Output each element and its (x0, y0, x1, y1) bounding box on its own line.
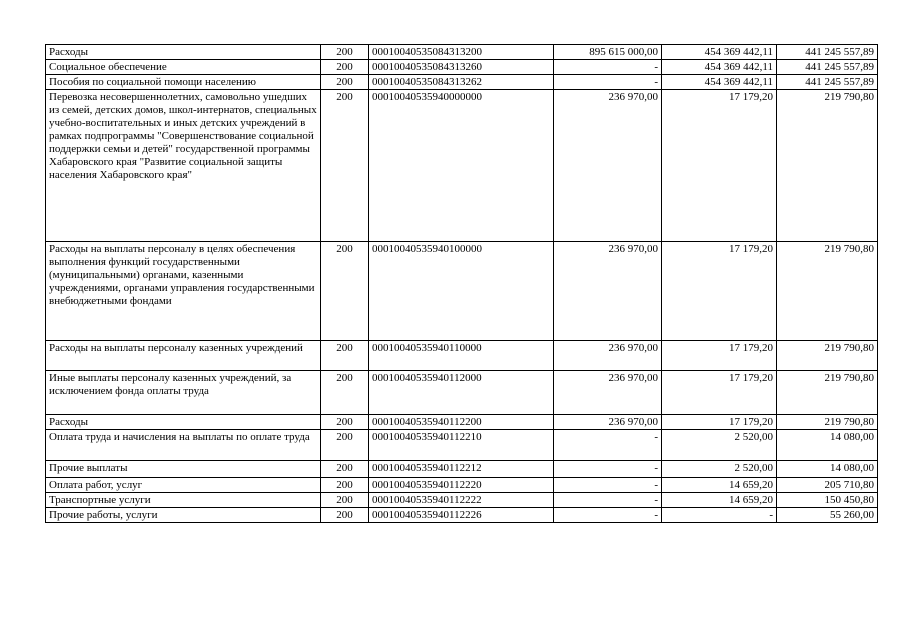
table-row (46, 242, 878, 341)
row-line-code: 200 (321, 461, 369, 478)
row-budget-code: 00010040535940100000 (369, 242, 554, 341)
row-approved: - (554, 60, 662, 75)
row-unexecuted: 150 450,80 (777, 493, 878, 508)
row-unexecuted: 441 245 557,89 (777, 45, 878, 60)
row-unexecuted: 441 245 557,89 (777, 60, 878, 75)
row-approved: - (554, 478, 662, 493)
row-line-code: 200 (321, 478, 369, 493)
row-line-code: 200 (321, 415, 369, 430)
row-approved: - (554, 508, 662, 523)
row-budget-code: 00010040535940112220 (369, 478, 554, 493)
row-name: Расходы (46, 415, 321, 430)
row-line-code: 200 (321, 371, 369, 415)
row-approved: - (554, 430, 662, 461)
row-budget-code: 00010040535940112226 (369, 508, 554, 523)
row-name: Транспортные услуги (46, 493, 321, 508)
row-name: Перевозка несовершеннолетних, самовольно ушедших из семей, детских домов, школ-интернатов, специальных учебно-воспитательных и иных детских учреждений в рамках подпрограммы "Совершенствование социальной поддержки семьи и детей" государственной программы Хабаровского края "Развитие социальной защиты населения Хабаровского края" (46, 90, 321, 242)
row-executed: 2 520,00 (662, 430, 777, 461)
table-row (46, 341, 878, 371)
row-executed: 17 179,20 (662, 242, 777, 341)
table-row (46, 478, 878, 493)
row-executed: 17 179,20 (662, 415, 777, 430)
row-line-code: 200 (321, 493, 369, 508)
row-unexecuted: 14 080,00 (777, 430, 878, 461)
table-row (46, 415, 878, 430)
row-budget-code: 00010040535940112212 (369, 461, 554, 478)
row-executed: 2 520,00 (662, 461, 777, 478)
row-budget-code: 00010040535940112200 (369, 415, 554, 430)
row-unexecuted: 219 790,80 (777, 90, 878, 242)
row-budget-code: 00010040535084313262 (369, 75, 554, 90)
row-approved: - (554, 461, 662, 478)
row-budget-code: 00010040535940112222 (369, 493, 554, 508)
row-executed: 17 179,20 (662, 90, 777, 242)
row-name: Оплата труда и начисления на выплаты по оплате труда (46, 430, 321, 461)
table-row (46, 461, 878, 478)
row-name: Оплата работ, услуг (46, 478, 321, 493)
row-budget-code: 00010040535940110000 (369, 341, 554, 371)
table-row (46, 371, 878, 415)
row-name: Пособия по социальной помощи населению (46, 75, 321, 90)
row-name: Прочие выплаты (46, 461, 321, 478)
row-budget-code: 00010040535084313260 (369, 60, 554, 75)
row-approved: - (554, 75, 662, 90)
row-approved: 236 970,00 (554, 90, 662, 242)
table-row (46, 493, 878, 508)
row-line-code: 200 (321, 508, 369, 523)
row-name: Расходы (46, 45, 321, 60)
row-executed: 17 179,20 (662, 341, 777, 371)
row-line-code: 200 (321, 430, 369, 461)
row-executed: 17 179,20 (662, 371, 777, 415)
row-approved: - (554, 493, 662, 508)
row-budget-code: 00010040535084313200 (369, 45, 554, 60)
row-unexecuted: 55 260,00 (777, 508, 878, 523)
row-line-code: 200 (321, 60, 369, 75)
row-line-code: 200 (321, 45, 369, 60)
row-approved: 236 970,00 (554, 242, 662, 341)
row-approved: 236 970,00 (554, 341, 662, 371)
row-line-code: 200 (321, 341, 369, 371)
row-executed: 454 369 442,11 (662, 45, 777, 60)
table-row (46, 75, 878, 90)
table-row (46, 430, 878, 461)
row-unexecuted: 14 080,00 (777, 461, 878, 478)
row-unexecuted: 219 790,80 (777, 371, 878, 415)
row-name: Иные выплаты персоналу казенных учреждений, за исключением фонда оплаты труда (46, 371, 321, 415)
table-row (46, 45, 878, 60)
row-budget-code: 00010040535940112210 (369, 430, 554, 461)
row-approved: 895 615 000,00 (554, 45, 662, 60)
row-name: Расходы на выплаты персоналу в целях обеспечения выполнения функций государственными (муниципальными) органами, казенными учреждениями, органами управления государственными внебюджетными фондами (46, 242, 321, 341)
row-approved: 236 970,00 (554, 415, 662, 430)
row-line-code: 200 (321, 75, 369, 90)
row-executed: 14 659,20 (662, 493, 777, 508)
table-row (46, 60, 878, 75)
row-budget-code: 00010040535940112000 (369, 371, 554, 415)
row-line-code: 200 (321, 90, 369, 242)
row-unexecuted: 205 710,80 (777, 478, 878, 493)
row-unexecuted: 441 245 557,89 (777, 75, 878, 90)
row-approved: 236 970,00 (554, 371, 662, 415)
row-executed: 454 369 442,11 (662, 75, 777, 90)
table-row (46, 90, 878, 242)
row-unexecuted: 219 790,80 (777, 341, 878, 371)
row-budget-code: 00010040535940000000 (369, 90, 554, 242)
row-name: Расходы на выплаты персоналу казенных учреждений (46, 341, 321, 371)
row-name: Социальное обеспечение (46, 60, 321, 75)
row-executed: 14 659,20 (662, 478, 777, 493)
row-unexecuted: 219 790,80 (777, 415, 878, 430)
row-unexecuted: 219 790,80 (777, 242, 878, 341)
row-executed: 454 369 442,11 (662, 60, 777, 75)
row-line-code: 200 (321, 242, 369, 341)
table-row (46, 508, 878, 523)
budget-execution-table (45, 44, 878, 523)
row-executed: - (662, 508, 777, 523)
row-name: Прочие работы, услуги (46, 508, 321, 523)
